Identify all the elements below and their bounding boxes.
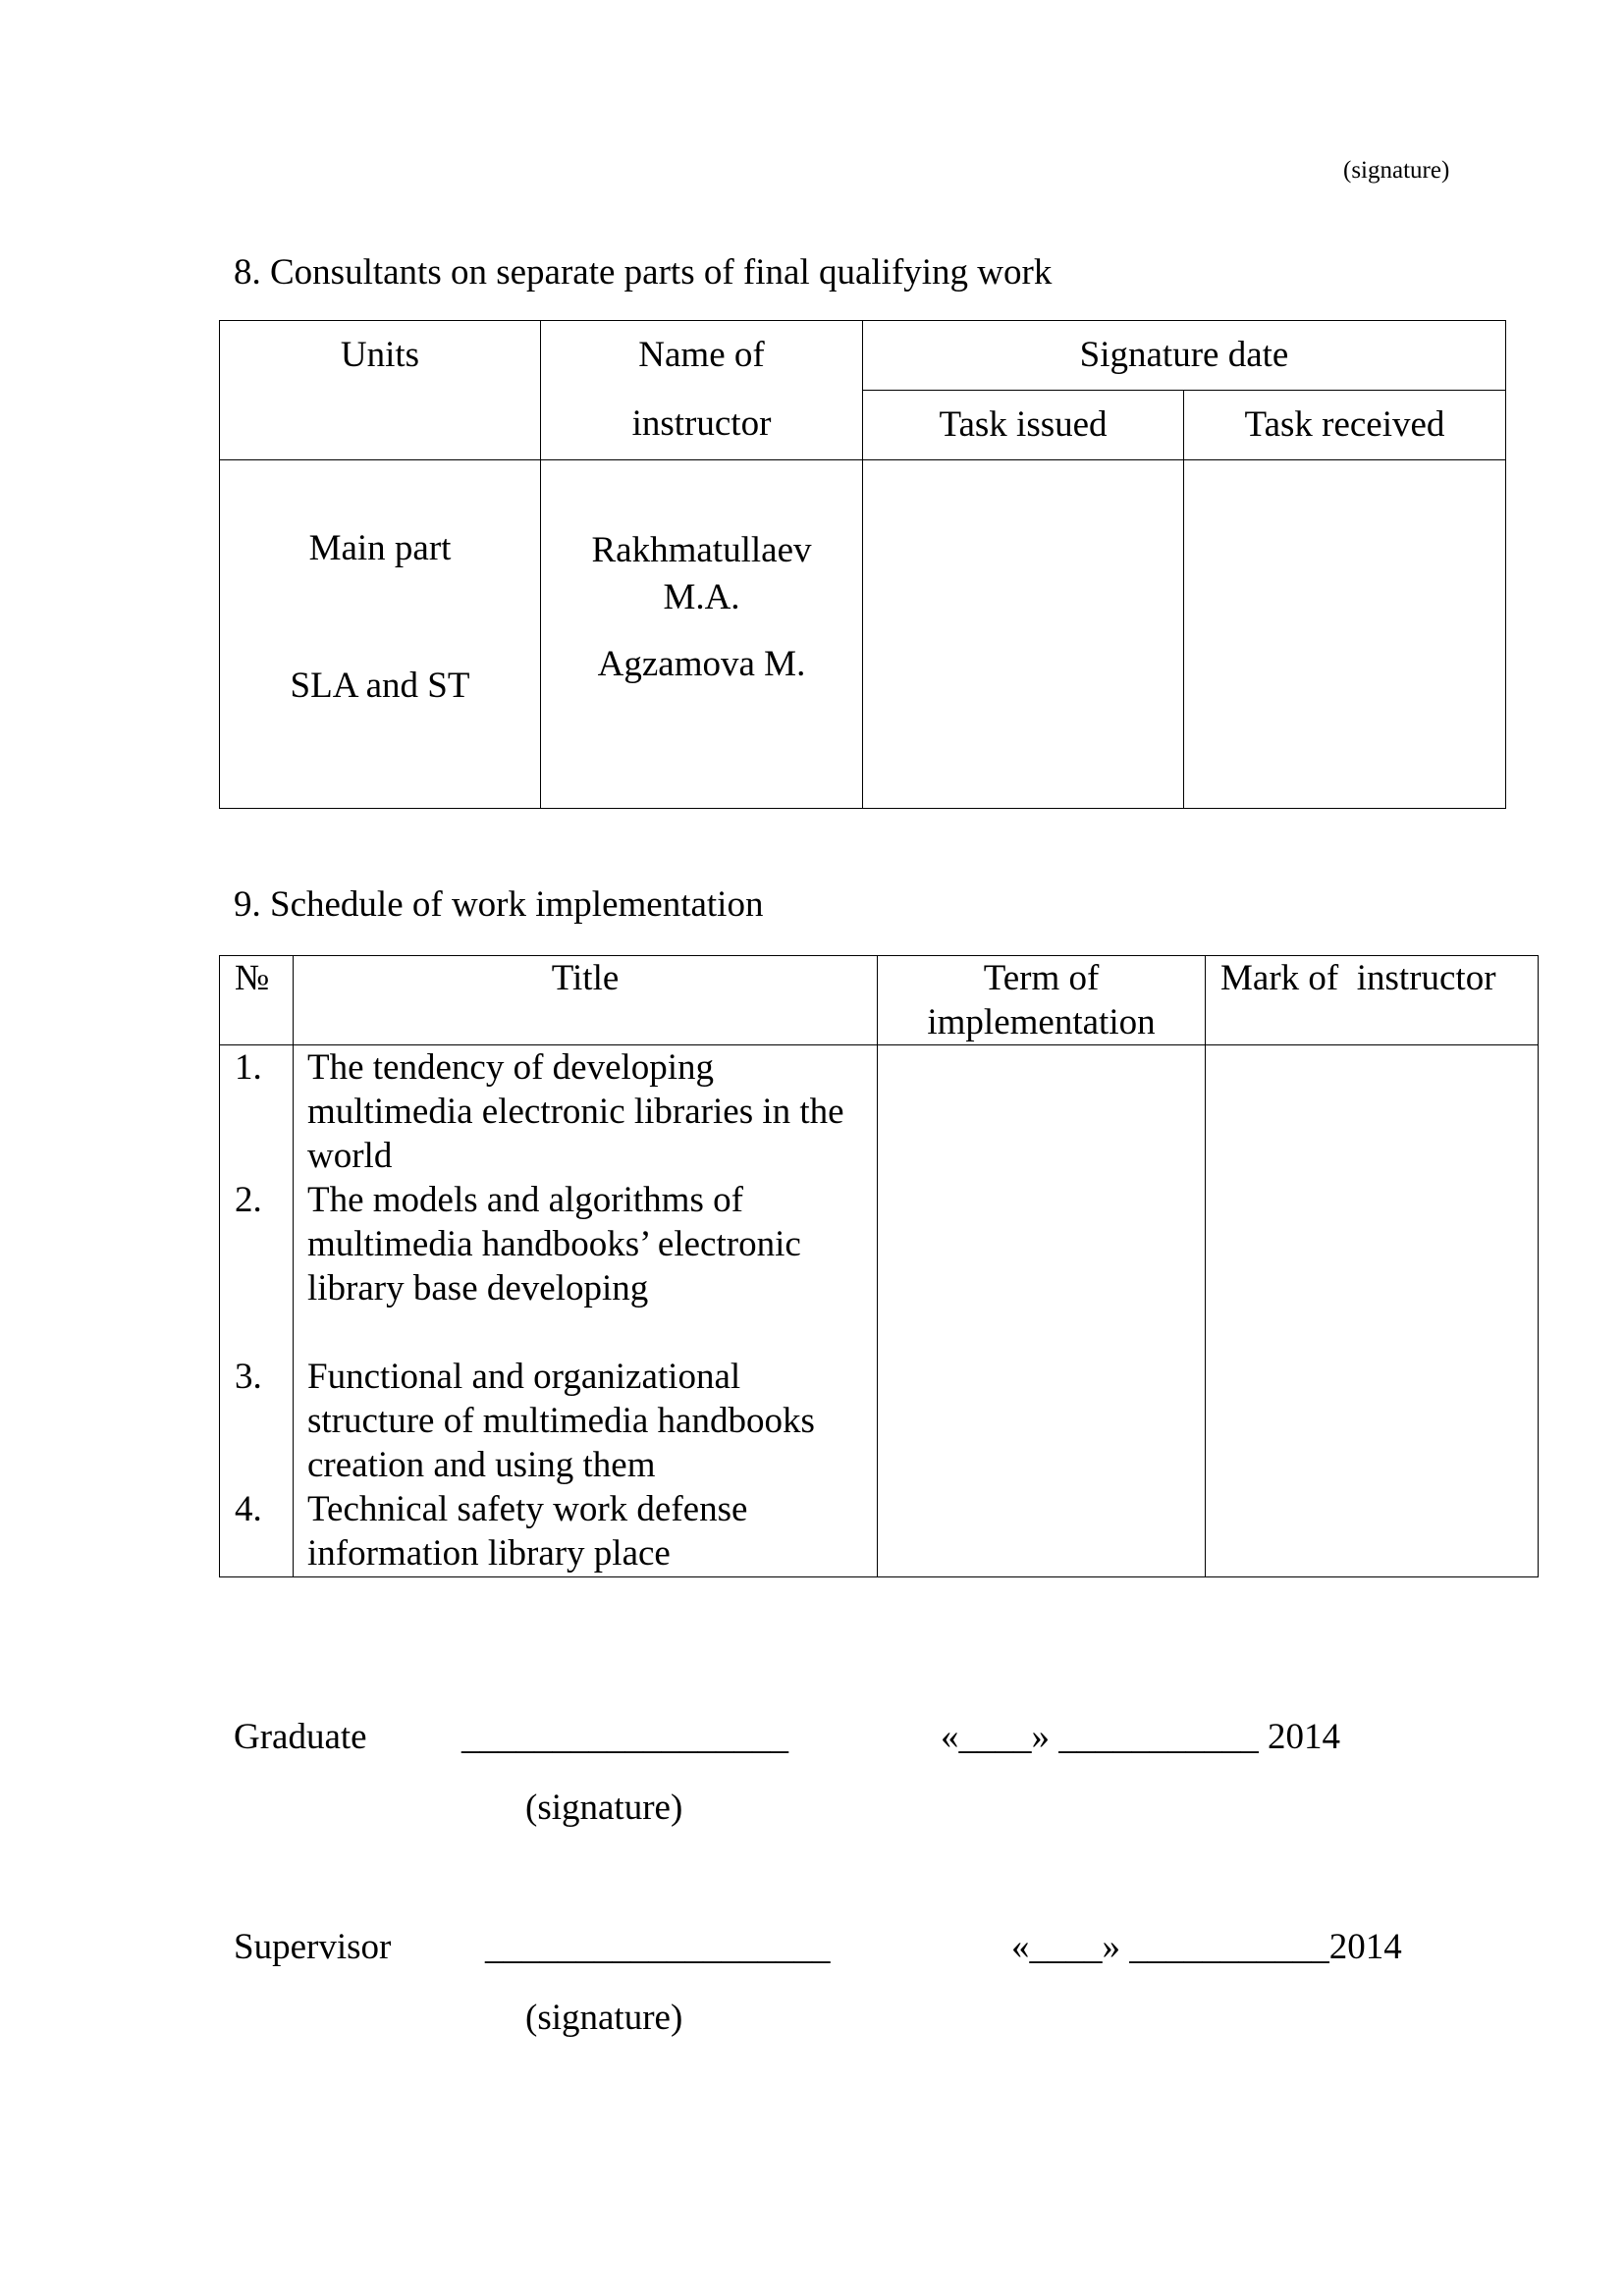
task-received-cell[interactable] xyxy=(1184,460,1506,809)
units-header-label: Units xyxy=(340,335,420,375)
signature-date-label: Signature date xyxy=(1079,334,1289,375)
task-issued-label: Task issued xyxy=(939,403,1108,445)
graduate-signature-line[interactable]: __________________ xyxy=(461,1717,788,1757)
unit-sla-st: SLA and ST xyxy=(290,666,470,707)
graduate-date[interactable]: «____» ___________ 2014 xyxy=(941,1717,1340,1757)
term-cell[interactable] xyxy=(878,1045,1206,1577)
units-cell xyxy=(220,460,541,809)
row-title-1: The tendency of developing multimedia electronic libraries in the world xyxy=(307,1047,844,1176)
number-header-label: № xyxy=(235,958,270,998)
instructor-header-line1: Name of xyxy=(638,335,765,375)
supervisor-date[interactable]: «____» ___________2014 xyxy=(1011,1927,1402,1967)
signature-date-header xyxy=(863,321,1506,391)
title-header-label: Title xyxy=(551,958,620,998)
row-title-2: The models and algorithms of multimedia handbooks’ electronic library base developing xyxy=(307,1180,801,1308)
units-header xyxy=(220,321,541,460)
row-number-4: 4. xyxy=(235,1489,262,1529)
task-issued-cell[interactable] xyxy=(863,460,1184,809)
numbers-cell xyxy=(220,1045,294,1577)
consultants-header-row xyxy=(220,321,1506,391)
task-received-header xyxy=(1184,391,1506,460)
number-header xyxy=(220,956,294,1045)
title-header xyxy=(294,956,878,1045)
section9-heading: 9. Schedule of work implementation xyxy=(234,884,764,925)
graduate-label: Graduate xyxy=(234,1717,367,1757)
row-title-3: Functional and organizational structure of multimedia handbooks creation and using them xyxy=(307,1357,815,1485)
row-title-4: Technical safety work defense information library place xyxy=(307,1489,748,1574)
schedule-table xyxy=(219,955,1539,1577)
instructor-rakhmatullaev: Rakhmatullaev M.A. xyxy=(591,530,812,617)
graduate-signature-caption: (signature) xyxy=(525,1788,683,1828)
supervisor-label: Supervisor xyxy=(234,1927,392,1967)
term-header xyxy=(878,956,1206,1045)
schedule-body-row xyxy=(220,1045,1539,1577)
row-number-2: 2. xyxy=(235,1180,262,1220)
instructors-cell xyxy=(541,460,863,809)
schedule-header-row xyxy=(220,956,1539,1045)
mark-header-label: Mark of instructor xyxy=(1220,958,1496,998)
instructor-agzamova: Agzamova M. xyxy=(597,644,806,684)
row-number-3: 3. xyxy=(235,1357,262,1397)
mark-cell[interactable] xyxy=(1206,1045,1539,1577)
mark-header xyxy=(1206,956,1539,1045)
instructor-name-header xyxy=(541,321,863,460)
unit-main-part: Main part xyxy=(308,528,452,568)
top-signature-caption: (signature) xyxy=(1343,157,1450,184)
titles-cell xyxy=(294,1045,878,1577)
row-number-1: 1. xyxy=(235,1047,262,1088)
consultants-table xyxy=(219,320,1506,809)
consultants-body-row xyxy=(220,460,1506,809)
task-issued-header xyxy=(863,391,1184,460)
task-received-label: Task received xyxy=(1244,403,1445,445)
supervisor-signature-line[interactable]: ___________________ xyxy=(485,1927,831,1967)
instructor-header-line2: instructor xyxy=(631,403,772,444)
section8-heading: 8. Consultants on separate parts of final qualifying work xyxy=(234,252,1053,293)
supervisor-signature-caption: (signature) xyxy=(525,1998,683,2038)
term-header-label: Term of implementation xyxy=(927,958,1156,1042)
